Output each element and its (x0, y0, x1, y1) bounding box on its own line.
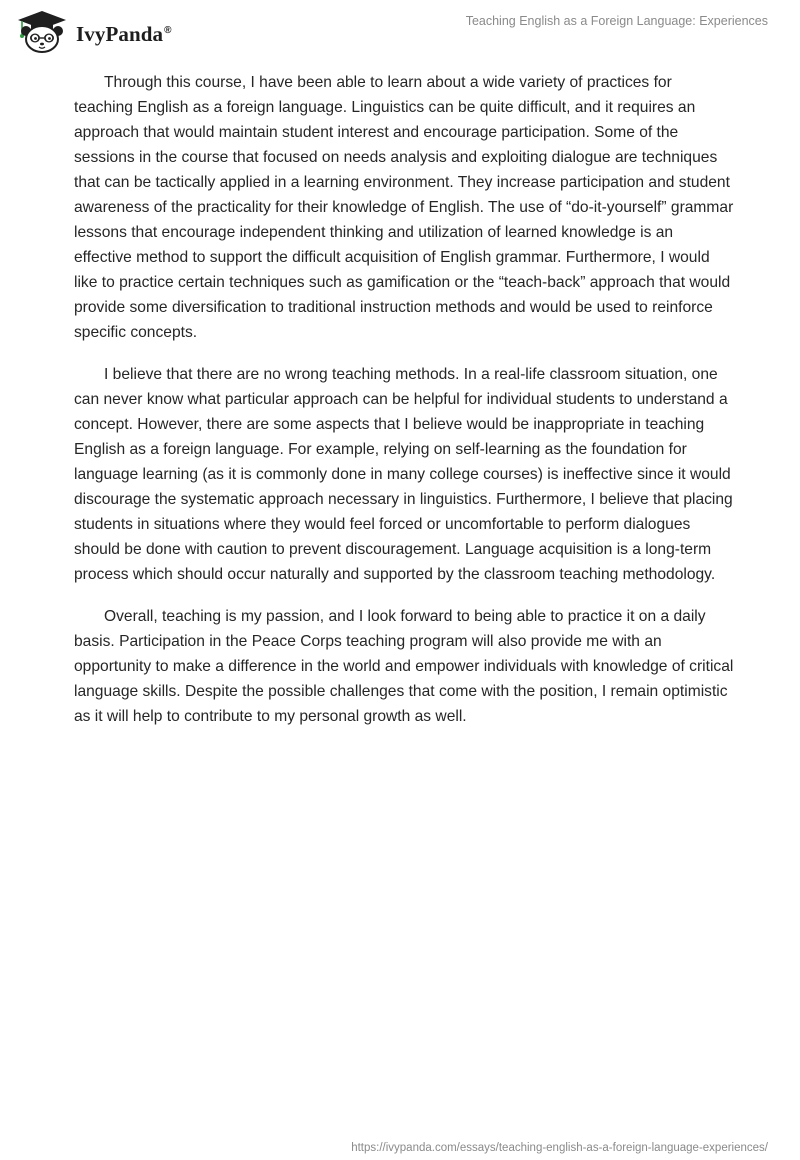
paragraph: I believe that there are no wrong teaching methods. In a real-life classroom situation, one can never know what particular approach can be helpful for individual students to understand a concept. However, there are some aspects that I believe would be inappropriate in teaching English as a foreign language. For example, relying on self-learning as the foundation for language learning (as it is commonly done in many college courses) is ineffective since it would discourage the systematic approach necessary in linguistics. Furthermore, I believe that placing students in situations where they would feel forced or uncomfortable to perform dialogues should be done with caution to prevent discouragement. Language acquisition is a long-term process which should occur naturally and supported by the classroom teaching methodology. (74, 366, 733, 583)
paragraph: Overall, teaching is my passion, and I look forward to being able to practice it on a daily basis. Participation in the Peace Corps teaching program will also provide me with an opportunity to make a difference in the world and empower individuals with knowledge of critical language skills. Despite the possible challenges that come with the position, I remain optimistic as it will help to contribute to my personal growth as well. (74, 608, 734, 725)
page-header (0, 0, 800, 60)
registered-mark: ® (164, 24, 172, 36)
ivypanda-logo[interactable] (14, 9, 172, 55)
source-url-link[interactable]: https://ivypanda.com/essays/teaching-english-as-a-foreign-language-experiences/ (351, 1142, 768, 1154)
brand-name: IvyPanda® (76, 21, 172, 46)
panda-graduate-icon (14, 9, 70, 55)
essay-body (74, 70, 734, 746)
document-title: Teaching English as a Foreign Language: Experiences (465, 14, 768, 28)
paragraph: Through this course, I have been able to learn about a wide variety of practices for teaching English as a foreign language. Linguistics can be quite difficult, and it requires an approach that would maintain student interest and encourage participation. Some of the sessions in the course that focused on needs analysis and exploiting dialogue are techniques that can be tactically applied in a learning environment. They increase participation and student awareness of the practicality for their knowledge of English. The use of “do-it-yourself” grammar lessons that encourage independent thinking and utilization of learned knowledge is an effective method to support the difficult acquisition of English grammar. Furthermore, I would like to practice certain techniques such as gamification or the “teach-back” approach that would provide some diversification to traditional instruction methods and would be used to reinforce specific concepts. (74, 74, 734, 341)
